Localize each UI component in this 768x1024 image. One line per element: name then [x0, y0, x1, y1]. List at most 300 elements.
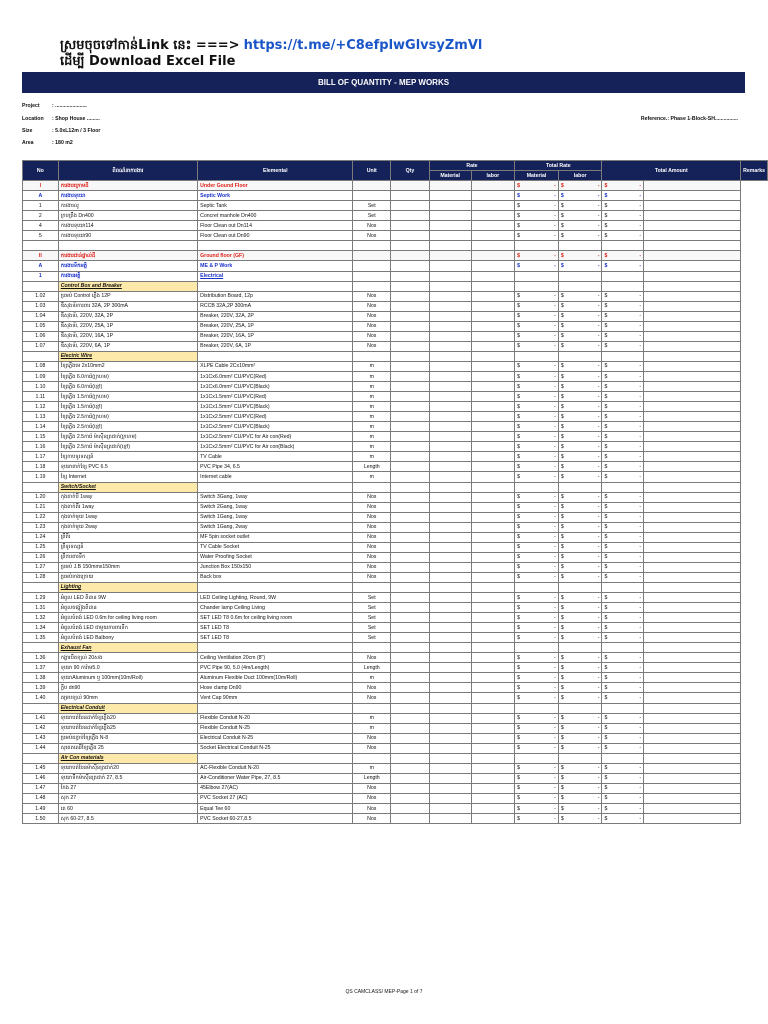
- rate-labor-cell: [471, 291, 515, 301]
- khmer-description: ការងារជាន់ផ្ទាល់ដី: [58, 251, 197, 261]
- amount-value: -: [639, 715, 642, 722]
- item-row: [23, 683, 768, 693]
- rate-material-cell: [429, 382, 471, 392]
- total-material-amount: [515, 251, 559, 261]
- currency-symbol: $: [560, 664, 564, 671]
- rate-labor-cell: [471, 191, 515, 201]
- currency-symbol: $: [560, 313, 564, 320]
- row-number: 1.36: [23, 653, 59, 663]
- currency-symbol: $: [517, 725, 521, 732]
- empty-cell: [471, 582, 515, 592]
- amount-value: -: [639, 785, 642, 792]
- amount-value: -: [639, 745, 642, 752]
- rate-labor-cell: [471, 211, 515, 221]
- unit-cell: m: [353, 673, 391, 683]
- total-labor-amount: [558, 492, 602, 502]
- col-total-rate: Total Rate: [515, 161, 602, 171]
- currency-symbol: $: [604, 202, 608, 209]
- currency-symbol: $: [517, 695, 521, 701]
- currency-symbol: $: [517, 664, 521, 671]
- total-material-amount: [515, 773, 559, 783]
- total-labor-amount: [558, 452, 602, 462]
- qty-cell: [391, 804, 430, 814]
- rate-labor-cell: [471, 402, 515, 412]
- item-row: [23, 211, 768, 221]
- amount-value: -: [597, 363, 600, 370]
- rate-material-cell: [429, 552, 471, 562]
- total-labor-amount: [558, 502, 602, 512]
- location-info: [22, 116, 100, 122]
- rate-labor-cell: [471, 653, 515, 663]
- col-total-material: Material: [515, 171, 559, 181]
- amount-value: -: [597, 293, 600, 300]
- elemental-description: Electrical: [198, 271, 353, 281]
- total-labor-amount: [558, 542, 602, 552]
- total-labor-amount: [558, 382, 602, 392]
- empty-cell: [602, 482, 644, 492]
- rate-material-cell: [429, 623, 471, 633]
- amount-value: -: [597, 182, 600, 189]
- amount-value: -: [639, 363, 642, 370]
- currency-symbol: $: [604, 333, 608, 340]
- currency-symbol: $: [604, 805, 608, 812]
- item-row: [23, 723, 768, 733]
- total-labor-amount: [558, 201, 602, 211]
- currency-symbol: $: [560, 654, 564, 661]
- amount-value: -: [639, 654, 642, 661]
- currency-symbol: $: [517, 232, 521, 239]
- unit-cell: Set: [353, 613, 391, 623]
- amount-value: -: [554, 654, 556, 661]
- category-row: [23, 703, 768, 713]
- total-material-amount: [515, 723, 559, 733]
- amount-value: -: [639, 805, 642, 812]
- amount-value: -: [597, 473, 600, 480]
- row-number: 1.41: [23, 713, 59, 723]
- boq-table: [22, 160, 768, 824]
- amount-value: -: [639, 303, 642, 310]
- amount-value: -: [597, 745, 600, 752]
- currency-symbol: $: [560, 494, 564, 501]
- currency-symbol: $: [560, 463, 564, 470]
- row-number: 1.42: [23, 723, 59, 733]
- amount-value: -: [597, 695, 600, 701]
- area-label: Area: [22, 140, 34, 146]
- row-number: 1.43: [23, 733, 59, 743]
- amount-value: -: [597, 775, 600, 782]
- currency-symbol: $: [560, 403, 564, 410]
- currency-symbol: $: [517, 805, 521, 812]
- total-amount: [602, 361, 644, 371]
- total-amount: [602, 804, 644, 814]
- amount-value: -: [597, 232, 600, 239]
- remarks-cell: [644, 522, 741, 532]
- elemental-description: ME & P Work: [198, 261, 353, 271]
- currency-symbol: $: [560, 624, 564, 631]
- amount-value: -: [639, 684, 642, 691]
- rate-material-cell: [429, 361, 471, 371]
- row-number: 1.03: [23, 301, 59, 311]
- khmer-description: អំពូលចង្កៀងពិដាន: [58, 603, 197, 613]
- amount-value: -: [554, 443, 556, 450]
- remarks-cell: [644, 693, 741, 703]
- rate-labor-cell: [471, 773, 515, 783]
- remarks-cell: [644, 492, 741, 502]
- rate-labor-cell: [471, 713, 515, 723]
- amount-value: -: [597, 554, 600, 561]
- rate-material-cell: [429, 773, 471, 783]
- currency-symbol: $: [560, 695, 564, 701]
- qty-cell: [391, 271, 430, 281]
- item-row: [23, 492, 768, 502]
- currency-symbol: $: [560, 343, 564, 350]
- amount-value: -: [639, 695, 642, 701]
- empty-cell: [644, 643, 741, 653]
- row-number: 1.22: [23, 512, 59, 522]
- empty-cell: [198, 351, 353, 361]
- empty-cell: [471, 351, 515, 361]
- rate-material-cell: [429, 331, 471, 341]
- size-value: : 5.0xL12m / 3 Floor: [52, 128, 101, 134]
- amount-value: -: [554, 574, 556, 581]
- row-number: 1.06: [23, 331, 59, 341]
- remarks-cell: [644, 804, 741, 814]
- total-labor-amount: [558, 743, 602, 753]
- currency-symbol: $: [604, 313, 608, 320]
- currency-symbol: $: [560, 534, 564, 541]
- remarks-cell: [644, 341, 741, 351]
- qty-cell: [391, 783, 430, 793]
- amount-value: -: [554, 695, 556, 701]
- amount-value: -: [639, 182, 642, 189]
- currency-symbol: $: [560, 554, 564, 561]
- remarks-cell: [644, 593, 741, 603]
- total-material-amount: [515, 422, 559, 432]
- amount-value: -: [639, 403, 642, 410]
- elemental-description: SET LED T8: [198, 623, 353, 633]
- elemental-description: LED Ceiling Lighting, Round, 9W: [198, 593, 353, 603]
- total-amount: [602, 211, 644, 221]
- remarks-cell: [644, 311, 741, 321]
- rate-material-cell: [429, 572, 471, 582]
- qty-cell: [391, 733, 430, 743]
- empty-cell: [58, 241, 197, 251]
- rate-labor-cell: [471, 623, 515, 633]
- qty-cell: [391, 542, 430, 552]
- qty-cell: [391, 412, 430, 422]
- amount-value: -: [639, 453, 642, 460]
- row-number: 1.15: [23, 432, 59, 442]
- empty-cell: [602, 703, 644, 713]
- currency-symbol: $: [604, 212, 608, 219]
- remarks-cell: [644, 462, 741, 472]
- currency-symbol: $: [560, 504, 564, 511]
- khmer-description: ប្រអប់ខាងក្រោយ: [58, 572, 197, 582]
- rate-material-cell: [429, 371, 471, 381]
- item-row: [23, 221, 768, 231]
- currency-symbol: $: [517, 403, 521, 410]
- amount-value: -: [554, 534, 556, 541]
- khmer-description: ខ្សែភ្លើង 2.5ការ៉េ(ក្រហម): [58, 412, 197, 422]
- total-amount: [602, 763, 644, 773]
- empty-cell: [515, 351, 559, 361]
- total-labor-amount: [558, 593, 602, 603]
- currency-symbol: $: [560, 293, 564, 300]
- total-labor-amount: [558, 572, 602, 582]
- total-material-amount: [515, 783, 559, 793]
- currency-symbol: $: [604, 544, 608, 551]
- khmer-description: ទុយោទឹកម៉ាស៊ីនត្រជាក់ 27, 8.5: [58, 773, 197, 783]
- remarks-cell: [644, 723, 741, 733]
- amount-value: -: [554, 564, 556, 571]
- currency-symbol: $: [517, 343, 521, 350]
- rate-labor-cell: [471, 502, 515, 512]
- download-header: [60, 38, 482, 70]
- elemental-description: Ground floor (GF): [198, 251, 353, 261]
- total-amount: [602, 432, 644, 442]
- total-labor-amount: [558, 291, 602, 301]
- total-material-amount: [515, 633, 559, 643]
- empty-cell: [353, 281, 391, 291]
- amount-value: -: [597, 604, 600, 611]
- currency-symbol: $: [604, 413, 608, 420]
- item-row: [23, 402, 768, 412]
- project-info: [22, 103, 87, 109]
- total-amount: [602, 502, 644, 512]
- total-amount: [602, 693, 644, 703]
- unit-cell: Set: [353, 201, 391, 211]
- currency-symbol: $: [517, 715, 521, 722]
- currency-symbol: $: [560, 795, 564, 802]
- currency-symbol: $: [517, 293, 521, 300]
- total-amount: [602, 623, 644, 633]
- remarks-cell: [644, 683, 741, 693]
- total-material-amount: [515, 522, 559, 532]
- khmer-description: ព្រីការពារទឹក: [58, 552, 197, 562]
- currency-symbol: $: [517, 604, 521, 611]
- empty-cell: [602, 351, 644, 361]
- elemental-description: Breaker, 220V, 16A, 1P: [198, 331, 353, 341]
- remarks-cell: [644, 191, 741, 201]
- amount-value: -: [639, 524, 642, 531]
- total-material-amount: [515, 512, 559, 522]
- amount-value: -: [554, 594, 556, 601]
- item-row: [23, 331, 768, 341]
- total-material-amount: [515, 181, 559, 191]
- remarks-cell: [644, 603, 741, 613]
- amount-value: -: [554, 514, 556, 521]
- currency-symbol: $: [604, 695, 608, 701]
- total-amount: [602, 251, 644, 261]
- elemental-description: 45Elbow 27(AC): [198, 783, 353, 793]
- amount-value: -: [554, 664, 556, 671]
- amount-value: -: [597, 413, 600, 420]
- amount-value: -: [639, 775, 642, 782]
- khmer-description: ខ្សែភ្លើង 2.5ការ៉េ(ខ្មៅ): [58, 422, 197, 432]
- currency-symbol: $: [560, 765, 564, 772]
- currency-symbol: $: [517, 413, 521, 420]
- rate-labor-cell: [471, 673, 515, 683]
- subsection-row: [23, 261, 768, 271]
- unit-cell: [353, 261, 391, 271]
- currency-symbol: $: [517, 252, 521, 259]
- amount-value: -: [639, 624, 642, 631]
- amount-value: -: [597, 805, 600, 812]
- item-row: [23, 361, 768, 371]
- subsection-row: [23, 191, 768, 201]
- download-label: ដើម្បី Download Excel File: [60, 54, 236, 69]
- currency-symbol: $: [604, 323, 608, 330]
- remarks-cell: [644, 773, 741, 783]
- remarks-cell: [644, 412, 741, 422]
- row-number: 1.35: [23, 633, 59, 643]
- total-amount: [602, 593, 644, 603]
- remarks-cell: [644, 371, 741, 381]
- amount-value: -: [597, 715, 600, 722]
- rate-labor-cell: [471, 231, 515, 241]
- amount-value: -: [597, 684, 600, 691]
- rate-material-cell: [429, 522, 471, 532]
- amount-value: -: [597, 262, 600, 269]
- khmer-description: ខ្សែភ្លើង 2.5ការ៉េ ម៉ាស៊ីនត្រជាក់(ខ្មៅ): [58, 442, 197, 452]
- elemental-description: Hose clamp Dn90: [198, 683, 353, 693]
- item-row: [23, 412, 768, 422]
- empty-cell: [602, 281, 644, 291]
- item-row: [23, 392, 768, 402]
- item-row: [23, 783, 768, 793]
- currency-symbol: $: [560, 323, 564, 330]
- unit-cell: m: [353, 432, 391, 442]
- remarks-cell: [644, 261, 741, 271]
- currency-symbol: $: [560, 674, 564, 681]
- row-number: 1.26: [23, 552, 59, 562]
- remarks-cell: [644, 291, 741, 301]
- document-title-banner: BILL OF QUANTITY - MEP WORKS: [22, 72, 745, 93]
- amount-value: -: [597, 765, 600, 772]
- amount-value: -: [639, 293, 642, 300]
- empty-cell: [515, 281, 559, 291]
- col-rate-labor: labor: [471, 171, 515, 181]
- total-amount: [602, 422, 644, 432]
- total-amount: [602, 382, 644, 392]
- row-number: II: [23, 251, 59, 261]
- row-number: 1.29: [23, 593, 59, 603]
- currency-symbol: $: [560, 303, 564, 310]
- total-material-amount: [515, 814, 559, 824]
- amount-value: -: [597, 815, 600, 822]
- remarks-cell: [644, 542, 741, 552]
- qty-cell: [391, 713, 430, 723]
- amount-value: -: [597, 313, 600, 320]
- khmer-description: សុតេតឈើខ្សែភ្លើង 25: [58, 743, 197, 753]
- elemental-description: Switch 3Gang, 1way: [198, 492, 353, 502]
- total-amount: [602, 653, 644, 663]
- qty-cell: [391, 331, 430, 341]
- total-amount: [602, 673, 644, 683]
- item-row: [23, 201, 768, 211]
- total-material-amount: [515, 261, 559, 271]
- empty-cell: [515, 482, 559, 492]
- amount-value: -: [597, 202, 600, 209]
- elemental-description: Breaker, 220V, 6A, 1P: [198, 341, 353, 351]
- item-row: [23, 502, 768, 512]
- empty-cell: [471, 241, 515, 251]
- currency-symbol: $: [604, 564, 608, 571]
- item-row: [23, 371, 768, 381]
- khmer-description: ខ្សែភ្លើង 6.0ការ៉េ(ខ្មៅ): [58, 382, 197, 392]
- rate-material-cell: [429, 191, 471, 201]
- elemental-description: Flexible Conduit N-25: [198, 723, 353, 733]
- currency-symbol: $: [560, 393, 564, 400]
- unit-cell: Nos: [353, 321, 391, 331]
- rate-material-cell: [429, 613, 471, 623]
- total-material-amount: [515, 572, 559, 582]
- currency-symbol: $: [517, 564, 521, 571]
- empty-cell: [391, 753, 430, 763]
- row-number: 2: [23, 211, 59, 221]
- empty-cell: [353, 703, 391, 713]
- category-row: [23, 643, 768, 653]
- rate-material-cell: [429, 723, 471, 733]
- currency-symbol: $: [604, 363, 608, 370]
- elemental-description: Equal Tee 60: [198, 804, 353, 814]
- rate-material-cell: [429, 261, 471, 271]
- elemental-description: TV Cable Socket: [198, 542, 353, 552]
- khmer-description: ការងារទុយោ: [58, 191, 197, 201]
- rate-material-cell: [429, 291, 471, 301]
- qty-cell: [391, 231, 430, 241]
- amount-value: -: [639, 423, 642, 430]
- amount-value: -: [639, 463, 642, 470]
- qty-cell: [391, 502, 430, 512]
- khmer-description: ទុយោបត់បែនដាក់ខ្សែភ្លើង25: [58, 723, 197, 733]
- empty-cell: [602, 271, 644, 281]
- currency-symbol: $: [560, 785, 564, 792]
- row-number: 1: [23, 271, 59, 281]
- qty-cell: [391, 211, 430, 221]
- empty-cell: [198, 241, 353, 251]
- col-rate-material: Material: [429, 171, 471, 181]
- empty-cell: [391, 482, 430, 492]
- elemental-description: Internet cable: [198, 472, 353, 482]
- remarks-cell: [644, 472, 741, 482]
- empty-cell: [558, 703, 602, 713]
- amount-value: -: [597, 634, 600, 641]
- item-row: [23, 422, 768, 432]
- currency-symbol: $: [517, 534, 521, 541]
- khmer-description: ទុយោបត់បែនម៉ាស៊ីនត្រជាក់20: [58, 763, 197, 773]
- unit-cell: m: [353, 361, 391, 371]
- item-row: [23, 713, 768, 723]
- location-label: Location: [22, 116, 44, 122]
- elemental-description: Vent Cap 90mm: [198, 693, 353, 703]
- currency-symbol: $: [560, 363, 564, 370]
- amount-value: -: [639, 413, 642, 420]
- empty-cell: [353, 482, 391, 492]
- total-amount: [602, 663, 644, 673]
- rate-material-cell: [429, 673, 471, 683]
- remarks-cell: [644, 442, 741, 452]
- amount-value: -: [639, 795, 642, 802]
- total-labor-amount: [558, 603, 602, 613]
- currency-symbol: $: [604, 594, 608, 601]
- telegram-link[interactable]: https://t.me/+C8efplwGlvsyZmVl: [243, 38, 483, 53]
- empty-cell: [23, 703, 59, 713]
- unit-cell: Nos: [353, 733, 391, 743]
- khmer-description: ទុយោ 90 ការ៉ាម5.0: [58, 663, 197, 673]
- total-labor-amount: [558, 311, 602, 321]
- khmer-description: ទុយោបត់បែនដាក់ខ្សែភ្លើង20: [58, 713, 197, 723]
